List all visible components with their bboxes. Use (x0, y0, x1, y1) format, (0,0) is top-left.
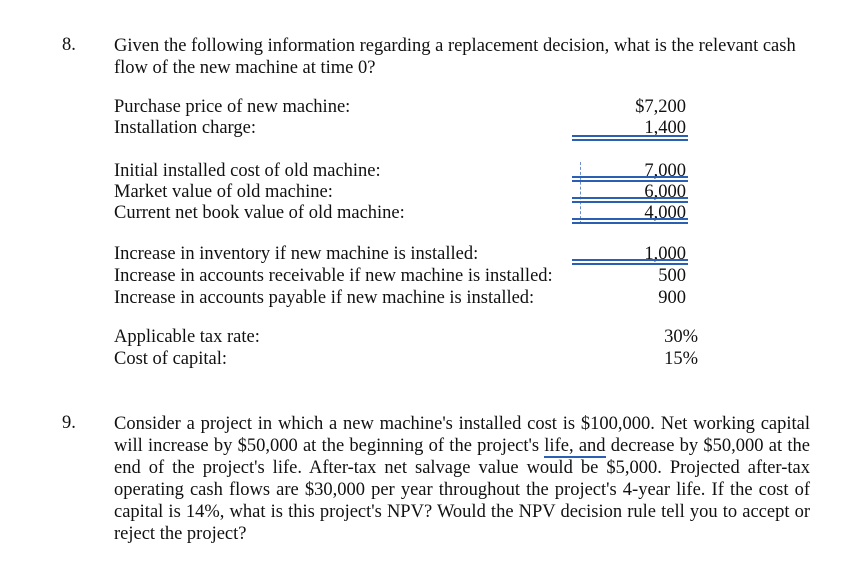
question-9-text-part: Consider a project in which a new machine's installed cost is $100,000. Net working capital will increase by $50,000 at the beginning of the project's (114, 414, 810, 456)
row-receivables (114, 265, 704, 287)
row-value: 500 (658, 266, 686, 286)
row-label: Initial installed cost of old machine: (114, 161, 381, 181)
row-label: Installation charge: (114, 118, 256, 138)
row-value: 1,400 (644, 118, 686, 138)
row-purchase-price (114, 96, 704, 118)
row-payables (114, 287, 704, 309)
question-9-underlined: life, and (544, 436, 606, 456)
row-value: 4,000 (644, 203, 686, 223)
row-cost-of-capital (114, 348, 704, 370)
row-value: 1,000 (644, 244, 686, 264)
question-9-text (114, 413, 810, 545)
double-underline (572, 218, 688, 224)
row-tax-rate (114, 326, 704, 348)
row-value: 30% (664, 327, 698, 347)
row-label: Current net book value of old machine: (114, 203, 405, 223)
row-value: 7,000 (644, 161, 686, 181)
row-label: Increase in accounts receivable if new machine is installed: (114, 266, 553, 286)
row-label: Market value of old machine: (114, 182, 333, 202)
row-value: 900 (658, 288, 686, 308)
double-underline (572, 135, 688, 141)
row-value: $7,200 (635, 97, 686, 117)
row-label: Cost of capital: (114, 349, 228, 369)
question-8-number: 8. (62, 35, 76, 55)
margin-rule (580, 162, 581, 224)
question-9-text-part: decrease by $50,000 at the end of the project's life. After-tax net salvage value would be $5,000. Projected after-tax operating cash flows are $30,000 per year throughout the project's 4-year life. If the cost of capital is 14%, what is this project's NPV? Would the NPV decision rule tell you to accept or reject the project? (114, 436, 810, 544)
row-value: 6,000 (644, 182, 686, 202)
row-label: Applicable tax rate: (114, 327, 260, 347)
row-label: Purchase price of new machine: (114, 97, 351, 117)
question-9-number: 9. (62, 413, 76, 433)
question-8-text: Given the following information regarding a replacement decision, what is the relevant cash flow of the new machine at time 0? (114, 36, 796, 78)
row-label: Increase in inventory if new machine is installed: (114, 244, 479, 264)
row-value: 15% (664, 349, 698, 369)
row-label: Increase in accounts payable if new machine is installed: (114, 288, 535, 308)
